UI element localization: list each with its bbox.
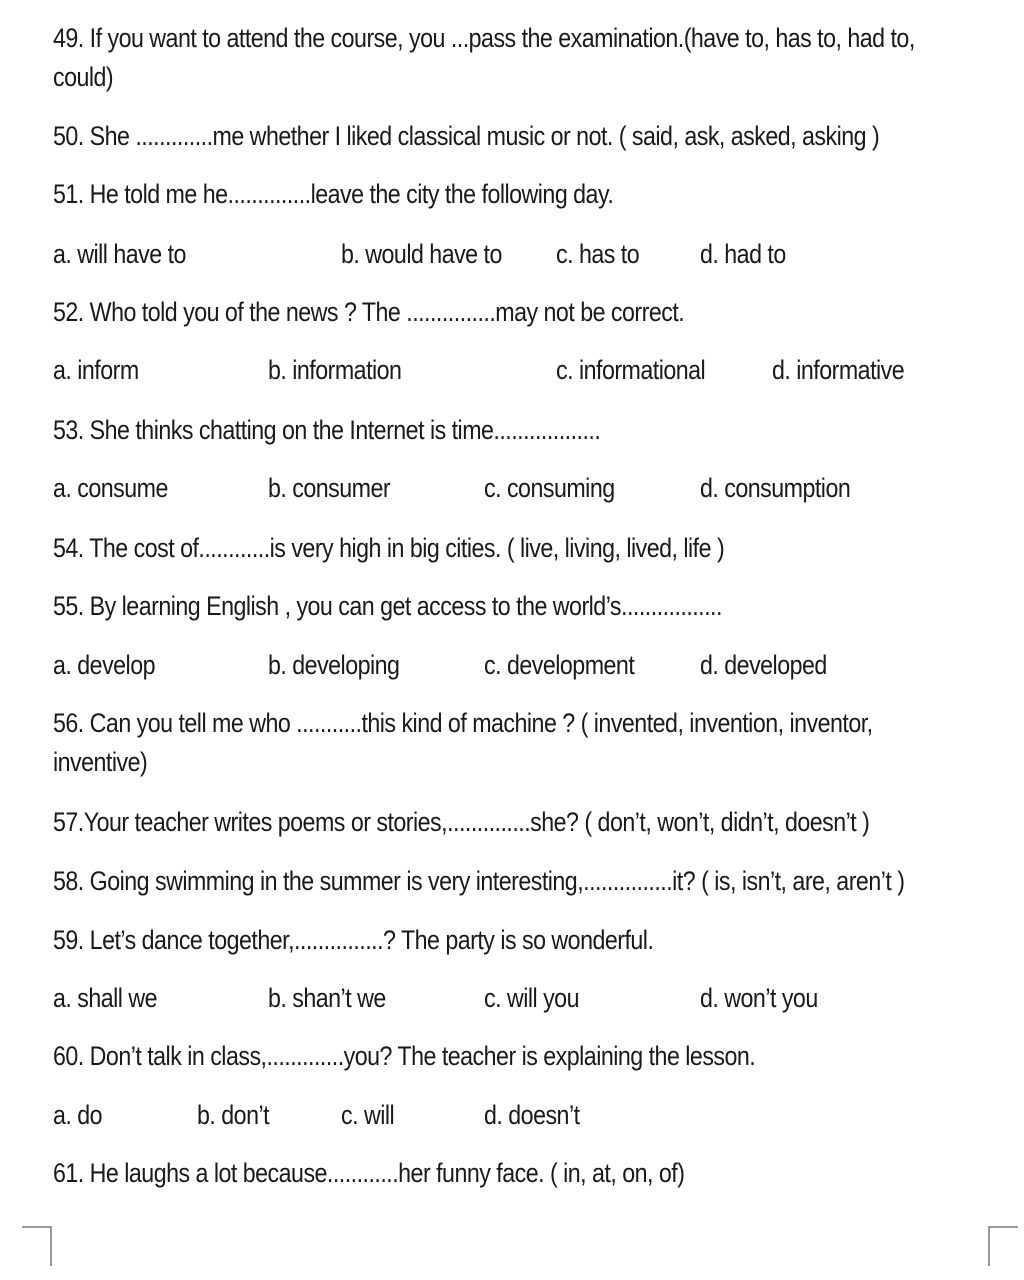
question-55: 55. By learning English , you can get access to the world’s.................	[53, 591, 722, 621]
question-60-option-d: d. doesn’t	[484, 1100, 580, 1130]
question-59: 59. Let’s dance together,...............? The party is so wonderful.	[53, 925, 654, 955]
question-52-option-c: c. informational	[556, 355, 706, 385]
question-60-option-b: b. don’t	[197, 1100, 270, 1130]
question-53-option-d: d. consumption	[700, 473, 851, 503]
question-55-option-c: c. development	[484, 650, 635, 680]
question-58: 58. Going swimming in the summer is very interesting,...............it? ( is, isn’t, are, aren’t )	[53, 866, 905, 896]
question-53-option-b: b. consumer	[268, 473, 391, 503]
question-52-option-b: b. information	[268, 355, 402, 385]
question-53: 53. She thinks chatting on the Internet is time..................	[53, 415, 601, 445]
question-50: 50. She .............me whether I liked classical music or not. ( said, ask, asked, asking )	[53, 121, 880, 151]
question-49-line-1: 49. If you want to attend the course, you ...pass the examination.(have to, has to, had to,	[53, 23, 915, 53]
question-52-option-d: d. informative	[772, 355, 905, 385]
question-53-option-a: a. consume	[53, 473, 168, 503]
question-51-option-d: d. had to	[700, 239, 786, 269]
question-51: 51. He told me he..............leave the city the following day.	[53, 179, 614, 209]
question-57: 57.Your teacher writes poems or stories,..............she? ( don’t, won’t, didn’t, doesn’t )	[53, 807, 870, 837]
question-53-option-c: c. consuming	[484, 473, 615, 503]
question-55-option-b: b. developing	[268, 650, 400, 680]
question-60-option-a: a. do	[53, 1100, 103, 1130]
question-61: 61. He laughs a lot because............her funny face. ( in, at, on, of)	[53, 1158, 685, 1188]
question-60: 60. Don’t talk in class,.............you? The teacher is explaining the lesson.	[53, 1041, 756, 1071]
question-51-option-c: c. has to	[556, 239, 640, 269]
question-52-option-a: a. inform	[53, 355, 139, 385]
question-52: 52. Who told you of the news ? The ...............may not be correct.	[53, 297, 685, 327]
page-corner-mark-right	[988, 1226, 1018, 1266]
question-55-option-d: d. developed	[700, 650, 827, 680]
question-59-option-c: c. will you	[484, 983, 579, 1013]
question-59-option-b: b. shan’t we	[268, 983, 386, 1013]
question-56-line-1: 56. Can you tell me who ...........this kind of machine ? ( invented, invention, inventor,	[53, 708, 873, 738]
question-51-option-a: a. will have to	[53, 239, 186, 269]
question-51-option-b: b. would have to	[341, 239, 502, 269]
question-59-option-a: a. shall we	[53, 983, 158, 1013]
question-56-line-2: inventive)	[53, 747, 148, 777]
question-49-line-2: could)	[53, 62, 114, 92]
question-54: 54. The cost of............is very high in big cities. ( live, living, lived, life )	[53, 533, 725, 563]
page-corner-mark-left	[22, 1226, 52, 1266]
question-55-option-a: a. develop	[53, 650, 156, 680]
question-60-option-c: c. will	[341, 1100, 395, 1130]
question-59-option-d: d. won’t you	[700, 983, 818, 1013]
